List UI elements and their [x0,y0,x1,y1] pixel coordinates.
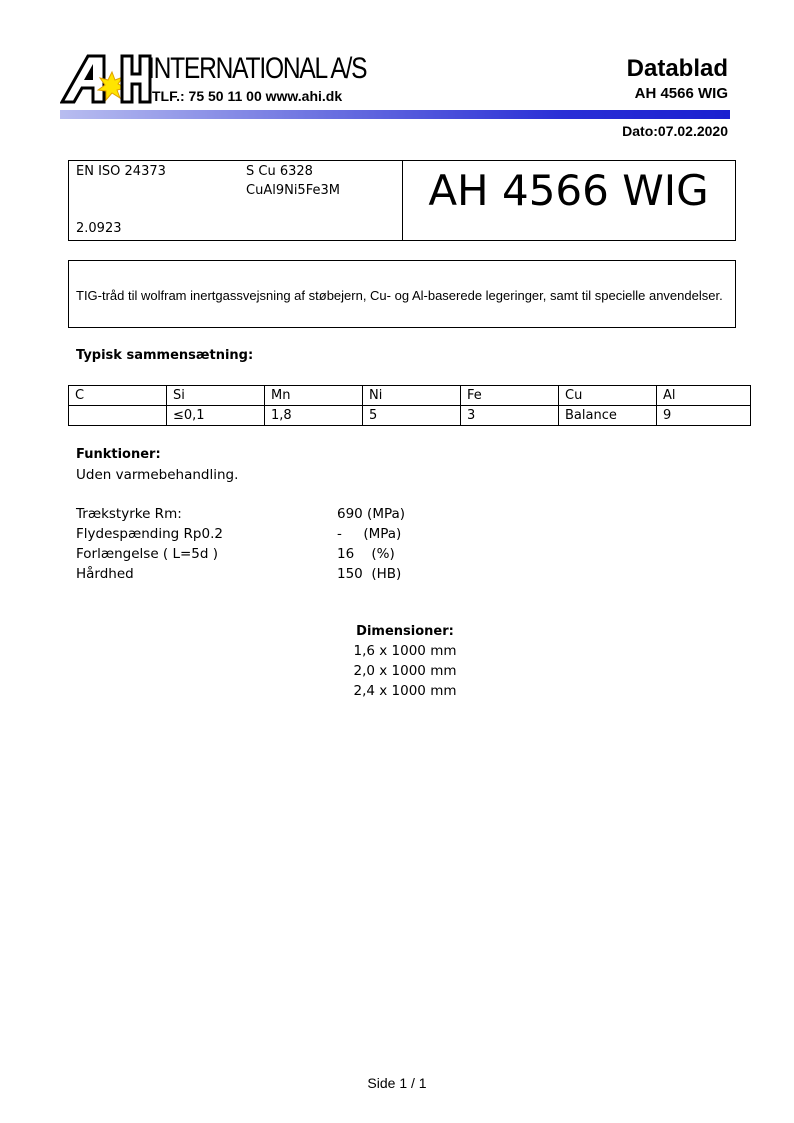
dimension-item: 2,0 x 1000 mm [353,663,457,679]
composition-value-row [69,406,751,426]
company-contact: TLF.: 75 50 11 00 www.ahi.dk [152,88,343,104]
table-cell: 9 [657,406,751,426]
description-text: TIG-tråd til wolfram inertgassvejsning af støbejern, Cu- og Al-baserede legeringer, samt til specielle anvendelser. [76,288,723,303]
document-title: Datablad [626,55,728,82]
classification-2: CuAl9Ni5Fe3M [246,183,340,198]
document-subtitle: AH 4566 WIG [634,85,728,102]
property-label: Forlængelse ( L=5d ) [76,546,219,562]
property-value: 690 (MPa) [337,506,406,522]
functions-heading: Funktioner: [76,447,161,462]
standard-name: EN ISO 24373 [76,164,166,179]
table-cell: Ni [363,386,461,406]
dimensions-heading: Dimensioner: [356,624,454,639]
property-value: 16 (%) [337,546,395,562]
classification-1: S Cu 6328 [246,164,313,179]
table-cell: 3 [461,406,559,426]
document-date: Dato:07.02.2020 [622,123,728,139]
property-label: Flydespænding Rp0.2 [76,526,223,542]
table-cell: Si [167,386,265,406]
composition-heading: Typisk sammensætning: [76,348,254,363]
table-cell: C [69,386,167,406]
table-cell: Cu [559,386,657,406]
table-cell: Balance [559,406,657,426]
product-name: AH 4566 WIG [428,166,709,215]
composition-table [68,385,751,426]
table-cell: Al [657,386,751,406]
page-number: Side 1 / 1 [367,1075,427,1091]
table-cell: 5 [363,406,461,426]
property-label: Hårdhed [76,566,134,582]
composition-header-row [69,386,751,406]
functions-text: Uden varmebehandling. [76,467,239,483]
property-label: Trækstyrke Rm: [76,506,182,522]
property-value: 150 (HB) [337,566,402,582]
property-value: - (MPa) [337,526,402,542]
header-gradient-bar [60,110,730,119]
table-cell [69,406,167,426]
table-cell: Mn [265,386,363,406]
company-name: INTERNATIONAL A/S [148,52,367,85]
dimension-item: 1,6 x 1000 mm [353,643,457,659]
dimension-item: 2,4 x 1000 mm [353,683,457,699]
table-cell: Fe [461,386,559,406]
material-number: 2.0923 [76,221,122,236]
table-cell: 1,8 [265,406,363,426]
table-cell: ≤0,1 [167,406,265,426]
